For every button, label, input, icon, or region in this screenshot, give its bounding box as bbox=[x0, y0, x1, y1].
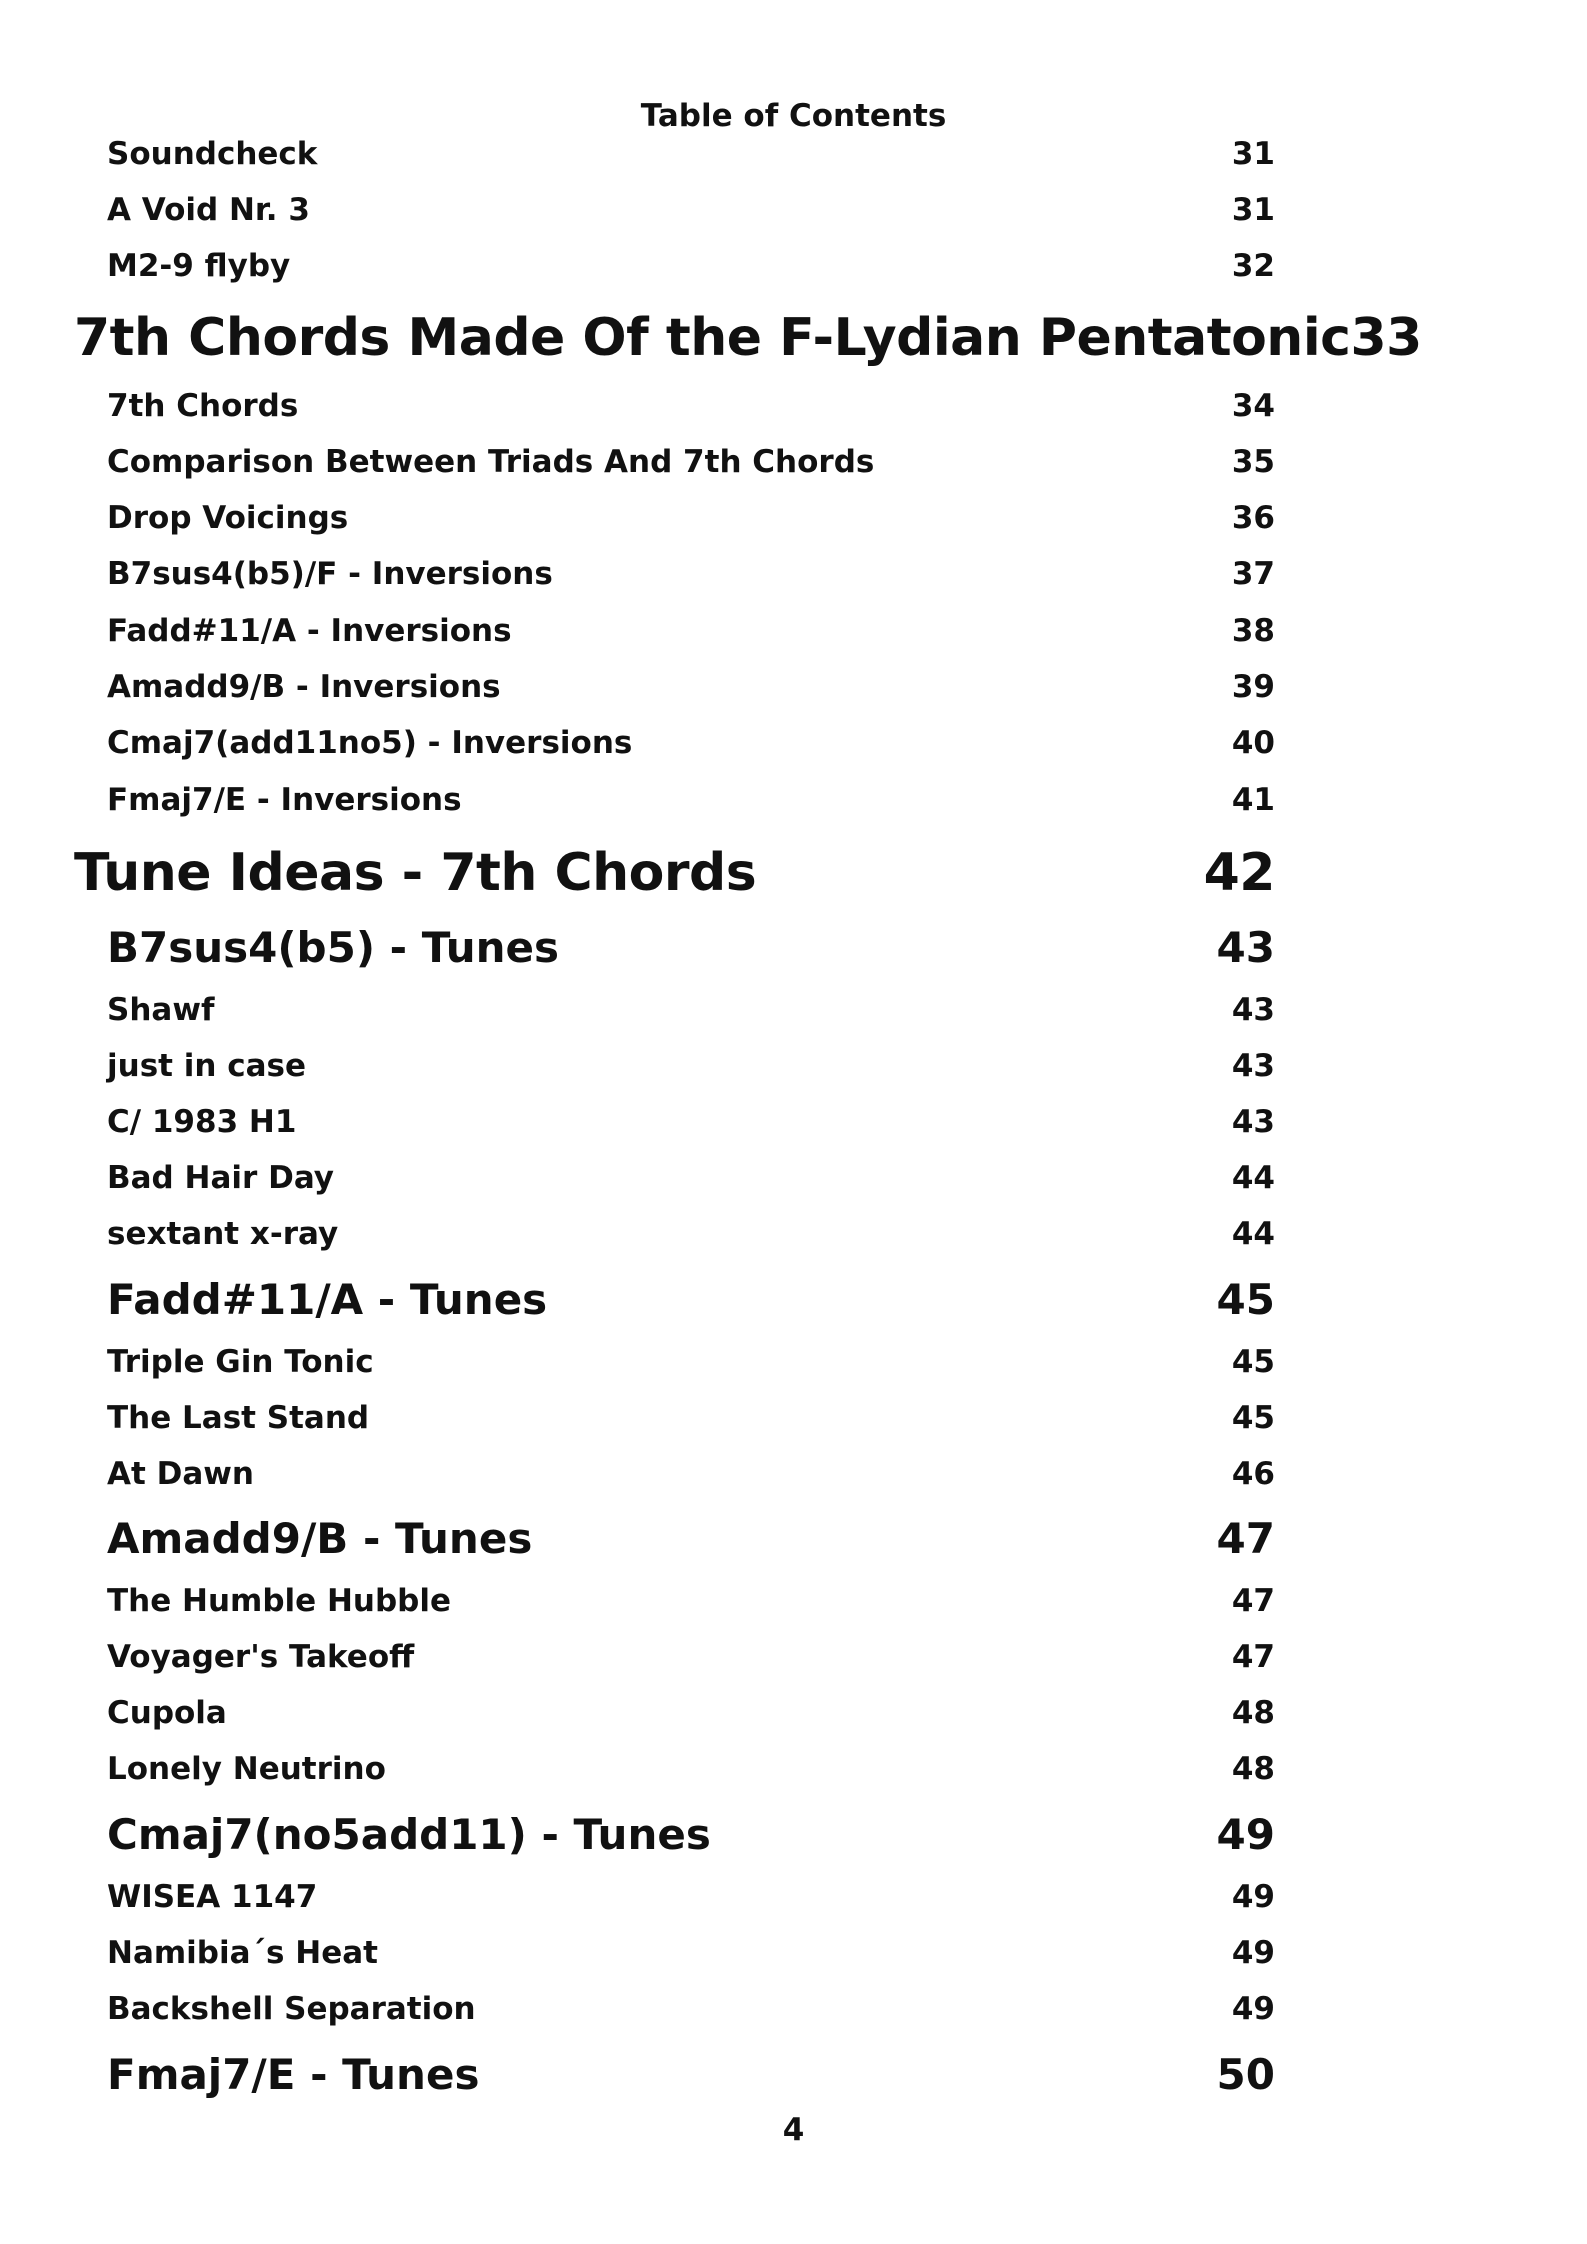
toc-entry-page: 43 bbox=[1231, 992, 1275, 1028]
toc-entry[interactable] bbox=[107, 386, 1275, 426]
toc-entry[interactable] bbox=[107, 1342, 1275, 1382]
toc-entry-title: Soundcheck bbox=[107, 136, 318, 172]
toc-entry-page: 40 bbox=[1231, 725, 1275, 761]
toc-entry-page: 36 bbox=[1231, 500, 1275, 536]
toc-entry-page: 50 bbox=[1216, 2050, 1275, 2099]
toc-entry-title: Fadd#11/A - Inversions bbox=[107, 613, 512, 649]
toc-entry-title: Bad Hair Day bbox=[107, 1160, 335, 1196]
toc-entry-page: 49 bbox=[1231, 1879, 1275, 1915]
toc-entry-title: Triple Gin Tonic bbox=[107, 1344, 374, 1380]
toc-entry[interactable] bbox=[107, 442, 1275, 482]
toc-entry-title: Cupola bbox=[107, 1695, 227, 1731]
toc-entry-page: 45 bbox=[1231, 1400, 1275, 1436]
toc-entry-page: 31 bbox=[1231, 192, 1275, 228]
toc-entry-page: 47 bbox=[1216, 1514, 1275, 1563]
toc-entry-title: just in case bbox=[107, 1048, 307, 1084]
toc-entry-title: Drop Voicings bbox=[107, 500, 349, 536]
toc-entry-title: Comparison Between Triads And 7th Chords bbox=[107, 444, 875, 480]
toc-entry-page: 49 bbox=[1231, 1935, 1275, 1971]
toc-entry-page: 43 bbox=[1231, 1104, 1275, 1140]
toc-entry-title: WISEA 1147 bbox=[107, 1879, 318, 1915]
toc-section[interactable] bbox=[107, 921, 1275, 975]
toc-chapter[interactable] bbox=[74, 840, 1275, 906]
toc-entry[interactable] bbox=[107, 134, 1275, 174]
toc-entry-page: 49 bbox=[1231, 1991, 1275, 2027]
toc-entry-title: A Void Nr. 3 bbox=[107, 192, 310, 228]
toc-entry-title: Cmaj7(add11no5) - Inversions bbox=[107, 725, 633, 761]
toc-entry-page: 34 bbox=[1231, 388, 1275, 424]
toc-entry-page: 49 bbox=[1216, 1810, 1275, 1859]
toc-entry-page: 43 bbox=[1231, 1048, 1275, 1084]
toc-entry-page: 45 bbox=[1231, 1344, 1275, 1380]
toc-entry[interactable] bbox=[107, 554, 1275, 594]
toc-entry-title: M2-9 flyby bbox=[107, 248, 291, 284]
toc-entry[interactable] bbox=[107, 1637, 1275, 1677]
toc-entry-page: 32 bbox=[1231, 248, 1275, 284]
toc-entry-page: 48 bbox=[1231, 1695, 1275, 1731]
toc-entry[interactable] bbox=[107, 246, 1275, 286]
toc-entry-title: Fadd#11/A - Tunes bbox=[107, 1275, 548, 1324]
toc-entry[interactable] bbox=[107, 1158, 1275, 1198]
toc-entry-page: 47 bbox=[1231, 1583, 1275, 1619]
toc-entry-title: Shawf bbox=[107, 992, 215, 1028]
toc-entry[interactable] bbox=[107, 667, 1275, 707]
toc-section[interactable] bbox=[107, 1808, 1275, 1862]
toc-entry-page: 33 bbox=[1350, 308, 1422, 368]
toc-entry-page: 31 bbox=[1231, 136, 1275, 172]
toc-entry[interactable] bbox=[107, 1877, 1275, 1917]
toc-entry[interactable] bbox=[107, 611, 1275, 651]
toc-section[interactable] bbox=[107, 1273, 1275, 1327]
toc-entry-title: Lonely Neutrino bbox=[107, 1751, 386, 1787]
toc-entry[interactable] bbox=[107, 1046, 1275, 1086]
toc-entry-title: Backshell Separation bbox=[107, 1991, 476, 2027]
toc-entry-title: At Dawn bbox=[107, 1456, 254, 1492]
toc-entry[interactable] bbox=[107, 990, 1275, 1030]
toc-entry-title: B7sus4(b5) - Tunes bbox=[107, 923, 560, 972]
toc-entry[interactable] bbox=[107, 1581, 1275, 1621]
toc-entry-title: Amadd9/B - Tunes bbox=[107, 1514, 533, 1563]
toc-entry[interactable] bbox=[107, 1749, 1275, 1789]
toc-entry[interactable] bbox=[107, 190, 1275, 230]
toc-entry[interactable] bbox=[107, 1693, 1275, 1733]
toc-chapter[interactable] bbox=[74, 305, 1422, 371]
toc-entry-page: 35 bbox=[1231, 444, 1275, 480]
toc-entry-title: Tune Ideas - 7th Chords bbox=[74, 843, 757, 903]
toc-entry-title: B7sus4(b5)/F - Inversions bbox=[107, 556, 553, 592]
toc-entry-title: 7th Chords bbox=[107, 388, 299, 424]
toc-entry[interactable] bbox=[107, 723, 1275, 763]
toc-section[interactable] bbox=[107, 2048, 1275, 2102]
toc-entry-title: C/ 1983 H1 bbox=[107, 1104, 297, 1140]
toc-entry[interactable] bbox=[107, 780, 1275, 820]
toc-entry-page: 43 bbox=[1216, 923, 1275, 972]
page-number: 4 bbox=[782, 2112, 805, 2148]
toc-entry-page: 47 bbox=[1231, 1639, 1275, 1675]
toc-entry-page: 44 bbox=[1231, 1216, 1275, 1252]
toc-heading: Table of Contents bbox=[640, 98, 947, 134]
toc-entry[interactable] bbox=[107, 1454, 1275, 1494]
toc-entry[interactable] bbox=[107, 1933, 1275, 1973]
toc-entry-title: Fmaj7/E - Inversions bbox=[107, 782, 462, 818]
toc-entry-page: 41 bbox=[1231, 782, 1275, 818]
toc-entry-page: 44 bbox=[1231, 1160, 1275, 1196]
toc-entry-title: The Humble Hubble bbox=[107, 1583, 452, 1619]
toc-entry-page: 37 bbox=[1231, 556, 1275, 592]
toc-entry[interactable] bbox=[107, 1398, 1275, 1438]
toc-entry-title: Amadd9/B - Inversions bbox=[107, 669, 501, 705]
toc-entry-page: 38 bbox=[1231, 613, 1275, 649]
toc-entry-title: Cmaj7(no5add11) - Tunes bbox=[107, 1810, 711, 1859]
toc-entry-title: Fmaj7/E - Tunes bbox=[107, 2050, 480, 2099]
toc-entry-page: 46 bbox=[1231, 1456, 1275, 1492]
toc-entry[interactable] bbox=[107, 1989, 1275, 2029]
toc-entry-title: 7th Chords Made Of the F-Lydian Pentatonic bbox=[74, 308, 1351, 368]
toc-entry-title: sextant x-ray bbox=[107, 1216, 339, 1252]
toc-entry-page: 48 bbox=[1231, 1751, 1275, 1787]
toc-entry[interactable] bbox=[107, 498, 1275, 538]
toc-entry-page: 45 bbox=[1216, 1275, 1275, 1324]
toc-entry-page: 42 bbox=[1203, 843, 1275, 903]
toc-entry[interactable] bbox=[107, 1214, 1275, 1254]
toc-entry-page: 39 bbox=[1231, 669, 1275, 705]
toc-entry-title: The Last Stand bbox=[107, 1400, 370, 1436]
toc-entry[interactable] bbox=[107, 1102, 1275, 1142]
toc-entry-title: Voyager's Takeoff bbox=[107, 1639, 415, 1675]
toc-section[interactable] bbox=[107, 1512, 1275, 1566]
toc-entry-title: Namibia´s Heat bbox=[107, 1935, 378, 1971]
